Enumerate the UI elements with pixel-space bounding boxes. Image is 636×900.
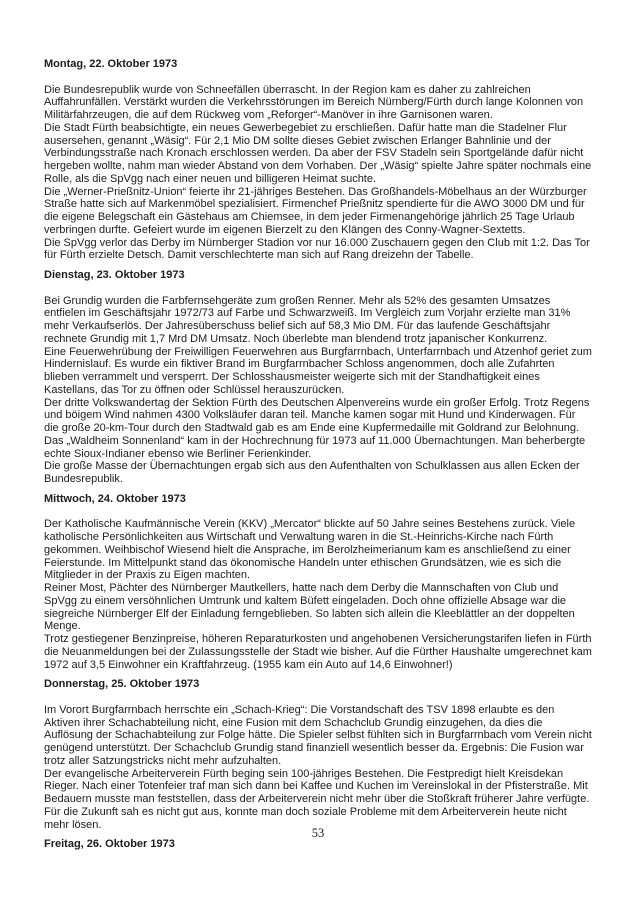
section-tuesday xyxy=(44,269,592,486)
section-wednesday xyxy=(44,493,592,672)
day-heading-friday: Freitag, 26. Oktober 1973 xyxy=(44,838,175,851)
news-paragraph: Der Katholische Kaufmännische Verein (KKV) „Mercator“ blickte auf 50 Jahre seines Bestehens zurück. Viele katholische Persönlichkeiten aus Wirtschaft und Verwaltung waren in die St.-Heinrichs-Kirche nach Fürth gekommen. Weihbischof Wiesend hielt die Ansprache, im Berolzheimerianum kam es anschließend zu einer Feierstunde. Im Mittelpunkt stand das ökonomische Handeln unter ethischen Grundsätzen, wie es sich die Mitglieder in der Praxis zu Eigen machten. xyxy=(44,518,576,582)
section-thursday xyxy=(44,678,592,831)
day-heading-thursday: Donnerstag, 25. Oktober 1973 xyxy=(44,678,200,691)
day-heading-tuesday: Dienstag, 23. Oktober 1973 xyxy=(44,269,185,281)
day-heading-monday: Montag, 22. Oktober 1973 xyxy=(44,58,178,70)
news-paragraph: Reiner Most, Pächter des Nürnberger Mautkellers, hatte nach dem Derby die Mannschaften von Club und SpVgg zu einem versöhnlichen Umtrunk und kaltem Büfett eingeladen. Doch ohne offizielle Absage war die siegreiche Nürnberger Elf der Einladung ferngeblieben. So labten sich allein die Kleeblättler an der doppelten Menge. xyxy=(44,582,575,633)
section-monday xyxy=(44,58,592,262)
page-number: 53 xyxy=(311,826,325,840)
news-paragraph: Die große Masse der Übernachtungen ergab sich aus den Aufenthalten von Schulklassen aus allen Ecken der Bundesrepublik. xyxy=(44,460,580,485)
day-heading-wednesday: Mittwoch, 24. Oktober 1973 xyxy=(44,492,186,505)
news-paragraph: Der dritte Volkswandertag der Sektion Fürth des Deutschen Alpenvereins wurde ein großer Erfolg. Trotz Regens und böigem Wind nahmen 4300 Volksläufer daran teil. Manche kamen sogar mit Hund und Kinderwagen. Für die große 20-km-Tour durch den Stadtwald gab es am Ende eine Kupfermedaille mit Goldrand zur Belohnung. xyxy=(44,396,590,434)
news-paragraph: Die „Werner-Prießnitz-Union“ feierte ihr 21-jähriges Bestehen. Das Großhandels-Möbelhaus an der Würzburger Straße hatte sich auf Markenmöbel spezialisiert. Firmenchef Prießnitz spendierte für die AWO 3000 DM und für die eigene Belegschaft ein Gästehaus am Chiemsee, in dem jeder Firmenangehörige jährlich 25 Tage Urlaub verbringen durfte. Gefeiert wurde im eigenen Bierzelt zu den Klängen des Conny-Wagner-Sextetts. xyxy=(44,185,587,236)
news-paragraph: Die SpVgg verlor das Derby im Nürnberger Stadion vor nur 16.000 Zuschauern gegen den Club mit 1:2. Das Tor für Fürth erzielte Detsch. Damit verschlechterte man sich auf Rang dreizehn der Tabelle. xyxy=(44,236,590,262)
news-paragraph: Eine Feuerwehrübung der Freiwilligen Feuerwehren aus Burgfarrnbach, Unterfarrnbach und Atzenhof geriet zum Hindernislauf. Es wurde ein fiktiver Brand im Burgfarrnbacher Schloss angenommen, doch alle Zufahrten blieben verrammelt und versperrt. Der Schlosshausmeister weigerte sich mit der Standhaftigkeit eines Kastellans, das Tor zu öffnen oder Schlüssel herauszurücken. xyxy=(44,345,592,396)
news-paragraph: Im Vorort Burgfarrnbach herrschte ein „Schach-Krieg“: Die Vorstandschaft des TSV 1898 erlaubte es den Aktiven ihrer Schachabteilung nicht, eine Fusion mit dem Schachclub Grundig einzugehen, da dies die Auflösung der Schachabteilung zur Folge hätte. Die Spieler selbst fühlten sich in Burgfarrnbach vom Verein nicht genügend unterstützt. Der Schachclub Grundig stand finanziell wesentlich besser da. Ergebnis: Die Fusion war trotz aller Satzungstricks nicht mehr aufzuhalten. xyxy=(44,703,592,767)
news-paragraph: Der evangelische Arbeiterverein Fürth beging sein 100-jähriges Bestehen. Die Festpredigt hielt Kreisdekan Rieger. Nach einer Totenfeier traf man sich dann bei Kaffee und Kuchen im Vereinslokal in der Pfisterstraße. Mit Bedauern musste man feststellen, dass der Arbeiterverein nicht mehr über die Stoßkraft früherer Jahre verfügte. Für die Zukunft sah es nicht gut aus, konnte man doch soziale Probleme mit dem Arbeiterverein heute nicht mehr lösen. xyxy=(44,767,590,831)
news-paragraph: Bei Grundig wurden die Farbfernsehgeräte zum großen Renner. Mehr als 52% des gesamten Umsatzes entfielen im Geschäftsjahr 1972/73 auf Farbe und Schwarzweiß. Im Vergleich zum Vorjahr erzielte man 31% mehr Verkaufserlös. Der Jahresüberschuss belief sich auf 58,3 Mio DM. Für das laufende Geschäftsjahr rechnete Grundig mit 1,7 Mrd DM Umsatz. Noch überlebte man blendend trotz japanischer Konkurrenz. xyxy=(44,294,571,345)
news-paragraph: Trotz gestiegener Benzinpreise, höheren Reparaturkosten und angehobenen Versicherungstarifen liefen in Fürth die Neuanmeldungen bei der Zulassungsstelle der Stadt wie bisher. Auf die Fürther Haushalte umgerechnet kam 1972 auf 3,5 Einwohner ein Kraftfahrzeug. (1955 kam ein Auto auf 14,6 Einwohner!) xyxy=(44,633,592,671)
news-paragraph: Die Bundesrepublik wurde von Schneefällen überrascht. In der Region kam es daher zu zahlreichen Auffahrunfällen. Verstärkt wurden die Verkehrsstörungen im Bereich Nürnberg/Fürth durch lange Kolonnen von Militärfahrzeugen, die auf dem Rückweg vom „Reforger“-Manöver in ihre Garnisonen waren. xyxy=(44,83,584,121)
news-paragraph: Das „Waldheim Sonnenland“ kam in der Hochrechnung für 1973 auf 11.000 Übernachtungen. Man beherbergte echte Sioux-Indianer ebenso wie Berliner Ferienkinder. xyxy=(44,434,586,460)
chronicle-text-block xyxy=(44,58,592,864)
news-paragraph: Die Stadt Fürth beabsichtigte, ein neues Gewerbegebiet zu erschließen. Dafür hatte man die Stadelner Flur ausersehen, genannt „Wäsig“. Für 2,1 Mio DM sollte dieses Gebiet zwischen Erlanger Bahnlinie und der Verbindungsstraße nach Kronach erschlossen werden. Da aber der FSV Stadeln sein Sportgelände dafür nicht hergeben wollte, nahm man wieder Abstand von dem Vorhaben. Der „Wäsig“ spielte Jahre später nochmals eine Rolle, als die SpVgg nach einer neuen und billigeren Heimat suchte. xyxy=(44,121,592,185)
